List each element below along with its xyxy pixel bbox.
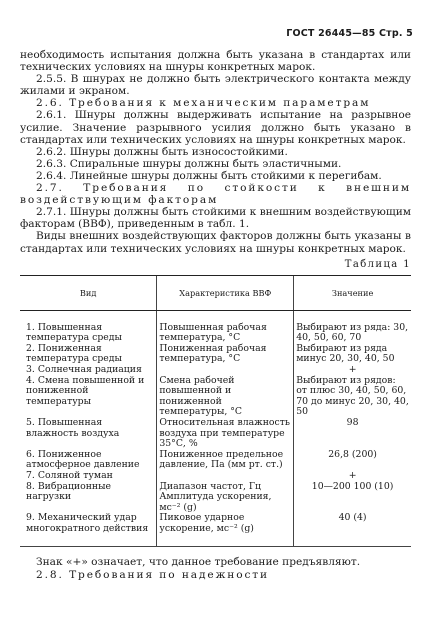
cell-characteristic: Повышенная рабочая температура, °С bbox=[157, 310, 294, 344]
cell-value: Выбирают из ряда: 30, 40, 50, 60, 70 bbox=[294, 310, 411, 344]
cell-value: Выбирают из ряда минус 20, 30, 40, 50 bbox=[294, 344, 411, 365]
table-row bbox=[20, 418, 411, 450]
paragraph-factor-types: Виды внешних воздействующих факторов должны быть указаны в стандартах или технических условиях на шнуры конкретных марок. bbox=[20, 230, 411, 255]
table-footnote: Знак «+» означает, что данное требование предъявляют. bbox=[36, 556, 361, 569]
page-header: ГОСТ 26445—85 Стр. 5 bbox=[286, 28, 413, 39]
section-heading-2-8: 2.8. Требования по надежности bbox=[36, 568, 270, 581]
table-row bbox=[20, 482, 411, 514]
document-body bbox=[20, 49, 411, 581]
paragraph-2-6-1: 2.6.1. Шнуры должны выдерживать испытание на разрывное усилие. Значение разрывного усилия должно быть указано в стандартах или технических условиях на шнуры конкретных марок. bbox=[20, 109, 411, 146]
column-header-value: Значение bbox=[294, 275, 411, 310]
cell-characteristic bbox=[157, 365, 294, 376]
cell-kind: 9. Механический удар многократного действия bbox=[20, 513, 157, 547]
table-row bbox=[20, 365, 411, 376]
cell-kind: 6. Пониженное атмосферное давление bbox=[26, 448, 140, 471]
table-caption: Таблица 1 bbox=[344, 258, 411, 270]
cell-kind: 1. Повышенная температура среды bbox=[26, 321, 122, 344]
cell-characteristic: Смена рабочей повышенной и пониженной температуры, °С bbox=[157, 376, 294, 418]
cell-characteristic: Диапазон частот, Гц Амплитуда ускорения, мс⁻² (g) bbox=[157, 482, 294, 514]
column-header-kind: Вид bbox=[20, 275, 157, 310]
column-header-characteristic: Характеристика ВВФ bbox=[157, 275, 294, 310]
paragraph-2-7-1: 2.7.1. Шнуры должны быть стойкими к внешним воздействующим факторам (ВВФ), приведенным в табл. 1. bbox=[20, 206, 411, 231]
cell-kind: 2. Пониженная температура среды bbox=[26, 342, 122, 365]
cell-value: 10—200 100 (10) bbox=[294, 482, 411, 514]
section-heading-2-7: 2.7. Требования по стойкости к внешним воздействующим факторам bbox=[20, 182, 411, 207]
cell-kind: 4. Смена повышенной и пониженной температуры bbox=[26, 374, 145, 407]
cell-value: + bbox=[294, 365, 411, 376]
section-heading-2-6: 2.6. Требования к механическим параметрам bbox=[36, 97, 371, 110]
cell-kind: 8. Вибрационные нагрузки bbox=[26, 480, 112, 503]
paragraph-2-6-4: 2.6.4. Линейные шнуры должны быть стойкими к перегибам. bbox=[36, 169, 382, 182]
cell-value: 40 (4) bbox=[294, 513, 411, 547]
table-row bbox=[20, 450, 411, 471]
paragraph-2-6-3: 2.6.3. Спиральные шнуры должны быть эластичными. bbox=[36, 157, 342, 170]
cell-kind: 3. Солнечная радиация bbox=[26, 363, 142, 375]
table-row bbox=[20, 471, 411, 482]
table-row bbox=[20, 513, 411, 547]
cell-characteristic: Относительная влажность воздуха при температуре 35°С, % bbox=[157, 418, 294, 450]
table-header-row bbox=[20, 275, 411, 310]
cell-characteristic: Пониженная рабочая температура, °С bbox=[157, 344, 294, 365]
paragraph-continuation: необходимость испытания должна быть указана в стандартах или технических условиях на шнуры конкретных марок. bbox=[20, 49, 411, 74]
cell-characteristic bbox=[157, 471, 294, 482]
cell-kind: 5. Повышенная влажность воздуха bbox=[26, 416, 120, 439]
paragraph-2-5-5: 2.5.5. В шнурах не должно быть электрического контакта между жилами и экраном. bbox=[20, 73, 411, 98]
cell-characteristic: Пониженное предельное давление, Па (мм рт. ст.) bbox=[157, 450, 294, 471]
cell-value: Выбирают из рядов: от плюс 30, 40, 50, 60, 70 до минус 20, 30, 40, 50 bbox=[294, 376, 411, 418]
cell-kind: 7. Соляной туман bbox=[26, 469, 113, 481]
factors-table bbox=[20, 275, 411, 548]
table-row bbox=[20, 344, 411, 365]
table-row bbox=[20, 310, 411, 344]
cell-value: 98 bbox=[294, 418, 411, 450]
cell-value: 26,8 (200) bbox=[294, 450, 411, 471]
paragraph-2-6-2: 2.6.2. Шнуры должны быть износостойкими. bbox=[36, 145, 288, 158]
cell-characteristic: Пиковое ударное ускорение, мс⁻² (g) bbox=[157, 513, 294, 547]
table-row bbox=[20, 376, 411, 418]
cell-value: + bbox=[294, 471, 411, 482]
